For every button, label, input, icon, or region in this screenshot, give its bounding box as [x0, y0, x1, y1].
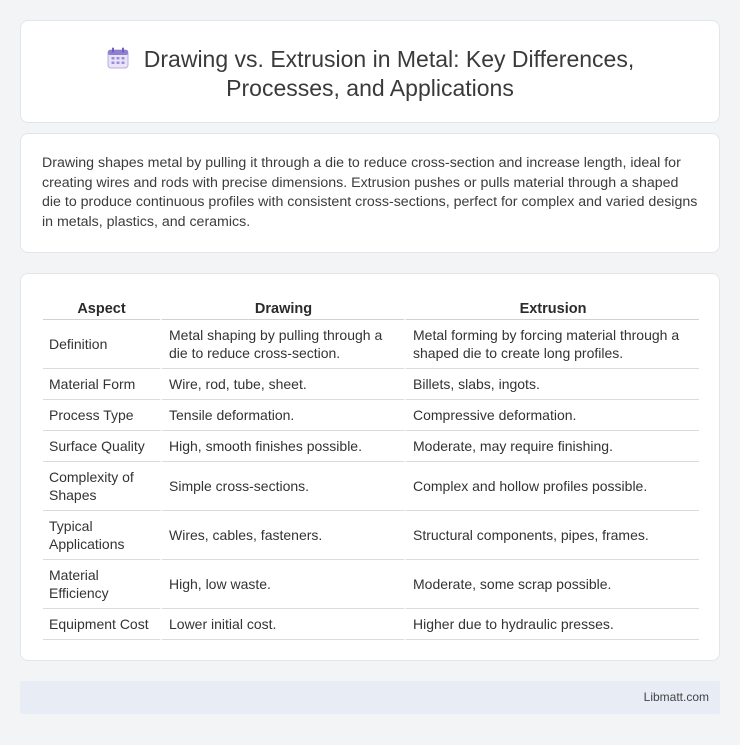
drawing-cell: Tensile deformation. [160, 400, 404, 431]
drawing-cell: Wires, cables, fasteners. [160, 511, 404, 560]
table-row [43, 511, 699, 560]
aspect-cell: Material Form [43, 369, 160, 400]
table-row [43, 462, 699, 511]
extrusion-cell: Higher due to hydraulic presses. [404, 609, 699, 640]
aspect-cell: Typical Applications [43, 511, 160, 560]
extrusion-cell: Complex and hollow profiles possible. [404, 462, 699, 511]
comparison-table [43, 294, 699, 640]
aspect-cell: Complexity of Shapes [43, 462, 160, 511]
drawing-cell: Simple cross-sections. [160, 462, 404, 511]
aspect-cell: Process Type [43, 400, 160, 431]
header-aspect: Aspect [43, 294, 160, 320]
footer [20, 681, 720, 714]
title-line-1: Drawing vs. Extrusion in Metal: Key Differences, [143, 46, 635, 72]
intro-paragraph: Drawing shapes metal by pulling it through a die to reduce cross-section and increase length, ideal for creating wires and rods with precise dimensions. Extrusion pushes or pulls material through a shaped die to produce continuous profiles with consistent cross-sections, perfect for complex and varied designs in metals, plastics, and ceramics. [42, 155, 698, 230]
table-row [43, 431, 699, 462]
extrusion-cell: Metal forming by forcing material through a shaped die to create long profiles. [404, 320, 699, 369]
table-row [43, 320, 699, 369]
table-header-row [43, 294, 699, 320]
extrusion-cell: Moderate, may require finishing. [404, 431, 699, 462]
drawing-cell: High, low waste. [160, 560, 404, 609]
drawing-cell: High, smooth finishes possible. [160, 431, 404, 462]
calendar-icon [106, 46, 130, 70]
intro-card [20, 133, 720, 253]
table-row [43, 369, 699, 400]
page-title [21, 45, 719, 103]
footer-brand-link[interactable]: Libmatt.com [643, 690, 709, 704]
drawing-cell: Metal shaping by pulling through a die to reduce cross-section. [160, 320, 404, 369]
comparison-card [20, 273, 720, 661]
table-row [43, 400, 699, 431]
title-card [20, 20, 720, 123]
drawing-cell: Lower initial cost. [160, 609, 404, 640]
aspect-cell: Material Efficiency [43, 560, 160, 609]
title-line-2: Processes, and Applications [226, 75, 514, 101]
aspect-cell: Surface Quality [43, 431, 160, 462]
table-row [43, 560, 699, 609]
header-drawing: Drawing [160, 294, 404, 320]
extrusion-cell: Compressive deformation. [404, 400, 699, 431]
table-row [43, 609, 699, 640]
aspect-cell: Definition [43, 320, 160, 369]
extrusion-cell: Billets, slabs, ingots. [404, 369, 699, 400]
header-extrusion: Extrusion [404, 294, 699, 320]
drawing-cell: Wire, rod, tube, sheet. [160, 369, 404, 400]
extrusion-cell: Moderate, some scrap possible. [404, 560, 699, 609]
extrusion-cell: Structural components, pipes, frames. [404, 511, 699, 560]
aspect-cell: Equipment Cost [43, 609, 160, 640]
